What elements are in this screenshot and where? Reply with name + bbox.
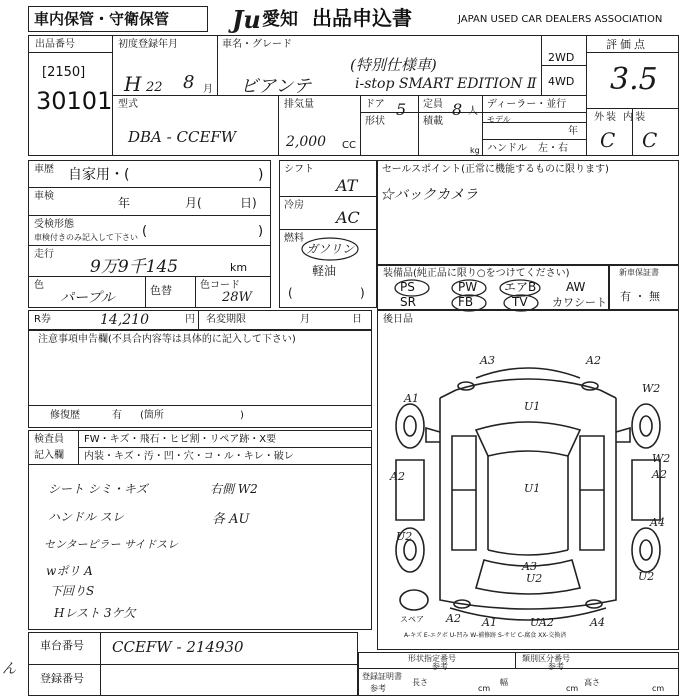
damage-mark: U2 [396,530,413,543]
cm-unit: cm [652,684,665,693]
inspection-day: 日) [240,196,257,210]
damage-mark: UA2 [530,616,554,629]
grade-line2: i-stop SMART EDITION Ⅱ [355,76,537,92]
damage-mark: A3 [522,560,537,573]
deadline-day: 日 [352,314,362,325]
cert-label: 登録証明書 [362,672,402,681]
mileage-value: 9万9千145 [90,257,179,277]
dealer-label: ディーラー・並行 [487,99,567,110]
color-label: 色 [34,280,44,291]
inspection-year: 年 [118,196,131,210]
damage-mark: W2 [642,382,661,395]
damage-mark: A2 [652,468,667,481]
equip-fb: FB [458,295,474,309]
inspector-note-right: 右側 W2 [210,482,258,496]
damage-mark: A2 [446,612,461,625]
shift-label: シフト [284,164,314,175]
chassis-value: CCEFW - 214930 [112,638,244,656]
equip-sr: SR [400,295,416,309]
fuel-close: ) [360,286,365,300]
reg-date-label: 初度登録年月 [118,39,178,50]
damage-mark: A2 [390,470,405,483]
shape-label: 形状 [365,116,385,127]
deadline-label: 名変期限 [206,314,246,325]
color-value: パープル [60,290,115,306]
history-label: 車歴 [34,164,54,175]
car-name-label: 車名・グレード [222,39,292,50]
handle-lr: 左・右 [538,143,568,154]
damage-mark: U1 [524,482,541,495]
cm-unit: cm [566,684,579,693]
equip-aw: AW [566,280,586,294]
inspector-label2: 記入欄 [34,450,64,461]
shift-value: AT [336,176,358,195]
height-label: 高さ [584,678,600,687]
car-name: ビアンテ [240,76,312,97]
warranty-options: 有 ・ 無 [620,290,660,303]
car-damage-diagram [380,350,678,640]
storage-label: 車内保管・守衛保管 [34,10,170,28]
ref-label: 参考 [548,662,564,671]
fuel-diesel: 軽油 [312,264,337,278]
fuel-open: ( [288,286,293,300]
sales-points-value: ☆バックカメラ [380,187,478,203]
recycle-value: 14,210 [100,312,149,328]
warranty-label: 新車保証書 [619,268,659,277]
recycle-row [28,310,372,330]
repair-label: 修復歴 [50,410,80,421]
fuel-gasoline: ガソリン [306,242,355,256]
class-number-label: 類別区分番号 [522,654,570,663]
cm-unit: cm [478,684,491,693]
repair-close: ) [240,410,244,421]
history-value: 自家用・( [68,167,130,183]
score-value: 3.5 [610,62,658,97]
equipment-label: 装備品(純正品に限り○をつけてください) [383,268,570,279]
drive-4wd: 4WD [548,75,575,88]
inspector-note: wポリ A [46,564,93,578]
equip-pw: PW [458,280,478,294]
spare-label: スペア [400,615,424,624]
displacement-value: 2,000 [286,134,327,150]
inspector-line1: FW・キズ・飛石・ヒビ割・リペア跡・X要 [84,434,277,445]
inspector-note: 下回りS [50,584,95,598]
model-label: 型式 [118,99,138,110]
damage-mark: A4 [590,616,605,629]
lot-prefix: [2150] [42,65,86,80]
deadline-month: 月 [300,314,310,325]
ext-int-label: 外装 内装 [594,112,648,123]
handle-label: ハンドル [487,143,527,154]
ac-label: 冷房 [284,200,304,211]
year-unit: 年 [568,126,578,137]
mileage-label: 走行 [34,249,54,260]
recycle-label: R券 [34,314,51,325]
equip-ps: PS [400,280,415,294]
reg-month-unit: 月 [203,84,213,95]
color-change-label: 色替 [150,284,172,297]
ref-label: 参考 [370,684,386,693]
fuel-label: 燃料 [284,233,304,244]
equip-airbag: エアB [504,280,537,294]
acceptance-open: ( [142,224,148,239]
model-value: DBA - CCEFW [128,128,237,146]
acceptance-label: 受検形態 [34,219,74,230]
seat-unit: 人 [468,106,478,117]
acceptance-note: 車検付きのみ記入して下さい [34,233,138,242]
registration-mark: ん [2,661,16,677]
fuel-circle-mark [300,236,360,262]
damage-mark: W2 [652,452,671,465]
inspector-note-right: 各 AU [212,512,250,527]
region-label: 愛知 [262,9,298,30]
damage-legend: A-キズ E-エクボ U-凹み W-補修跡 S-サビ C-腐食 XX-交換済 [404,632,567,639]
damage-mark: A4 [650,516,665,529]
damage-mark: U2 [526,572,543,585]
ref-label: 参考 [432,662,448,671]
damage-mark: A2 [586,354,601,367]
equipment-circle-marks [380,278,560,312]
model-year-label: モデル [487,115,511,124]
equip-tv: TV [512,295,528,309]
damage-mark: U1 [524,400,541,413]
damage-mark: A1 [404,392,419,405]
ju-logo: Ju [232,5,261,34]
exterior-grade: C [600,128,616,152]
shape-number-label: 形状指定番号 [408,654,456,663]
score-label: 評価点 [606,38,648,51]
recycle-yen: 円 [185,314,195,325]
door-label: ドア [365,99,385,110]
color-code: 28W [222,290,252,305]
ac-value: AC [336,208,360,227]
inspection-month: 月( [185,196,202,210]
remarks-label: 後日品 [383,314,413,325]
mileage-unit: km [230,261,248,274]
inspector-note: ハンドル スレ [48,510,124,524]
load-label: 積載 [423,116,443,127]
inspection-label: 車検 [34,191,54,202]
form-title: 出品申込書 [312,6,412,30]
repair-location: (箇所 [140,410,164,421]
inspector-note: シート シミ・キズ [48,482,148,496]
sales-points-label: セールスポイント(正常に機能するものに限ります) [382,164,609,175]
notes-label: 注意事項申告欄(不具合内容等は具体的に記入して下さい) [38,334,296,345]
inspector-line2: 内装・キズ・汚・凹・穴・コ・ル・キレ・破レ [84,451,294,462]
size-table [358,652,679,696]
sales-points-block [377,160,679,265]
grade-line1: (特別仕様車) [350,56,437,74]
reg-month: 8 [183,72,195,93]
association-name: JAPAN USED CAR DEALERS ASSOCIATION [458,14,663,25]
history-close: ) [258,167,264,183]
length-label: 長さ [412,678,428,687]
damage-mark: A1 [482,616,497,629]
inspector-note: センターピラー サイドスレ [44,538,179,551]
damage-mark: A3 [480,354,495,367]
damage-mark: U2 [638,570,655,583]
lot-label: 出品番号 [35,39,75,50]
acceptance-close: ) [258,224,264,239]
reg-year: 22 [146,80,163,95]
seat-label: 定員 [423,99,443,110]
cc-unit: CC [342,140,356,151]
registration-label: 登録番号 [40,672,84,685]
inspector-note: Hレスト 3ケ欠 [54,606,136,620]
lot-number: 30101 [36,87,113,115]
chassis-label: 車台番号 [40,639,84,652]
kg-unit: kg [470,146,480,155]
equip-seat: カワシート [552,296,607,309]
repair-value: 有 [112,410,122,421]
inspector-label1: 検査員 [34,434,64,445]
seats-value: 8 [452,100,463,119]
interior-grade: C [642,128,658,152]
drive-2wd: 2WD [548,51,575,64]
doors-value: 5 [396,100,407,119]
width-label: 幅 [500,678,508,687]
color-code-label: 色コード [200,280,240,291]
reg-era: H [124,72,142,96]
displacement-label: 排気量 [284,99,314,110]
